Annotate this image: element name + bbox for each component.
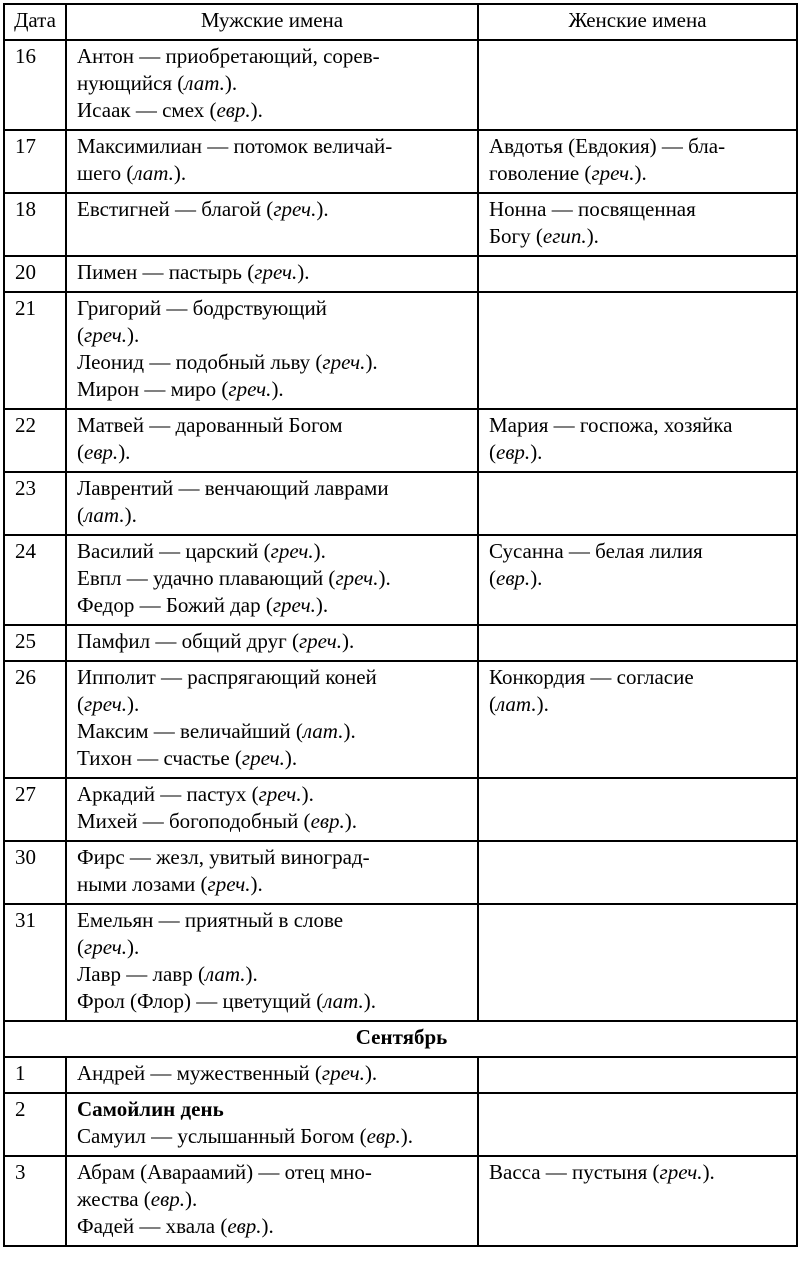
date-cell: 30	[4, 841, 66, 904]
female-names-cell	[478, 40, 797, 130]
female-names-cell	[478, 1093, 797, 1156]
table-row	[4, 40, 797, 130]
date-cell: 27	[4, 778, 66, 841]
date-cell: 18	[4, 193, 66, 256]
male-names-cell: Ипполит — распрягающий коней (греч.). Максим — величайший (лат.). Тихон — счастье (греч.).	[66, 661, 478, 778]
table-row	[4, 292, 797, 409]
column-header-female-names: Женские имена	[478, 4, 797, 40]
male-names-cell: Самойлин день Самуил — услышанный Богом (евр.).	[66, 1093, 478, 1156]
table-row	[4, 130, 797, 193]
male-names-cell: Памфил — общий друг (греч.).	[66, 625, 478, 661]
male-names-cell: Антон — приобретающий, сорев- нующийся (лат.). Исаак — смех (евр.).	[66, 40, 478, 130]
date-cell: 17	[4, 130, 66, 193]
table-row	[4, 409, 797, 472]
month-section-row	[4, 1021, 797, 1057]
date-cell: 24	[4, 535, 66, 625]
female-names-cell	[478, 625, 797, 661]
male-names-cell: Аркадий — пастух (греч.). Михей — богоподобный (евр.).	[66, 778, 478, 841]
female-names-cell: Сусанна — белая лилия (евр.).	[478, 535, 797, 625]
table-row	[4, 193, 797, 256]
name-day-table	[3, 3, 798, 1247]
female-names-cell	[478, 778, 797, 841]
table-row	[4, 661, 797, 778]
date-cell: 23	[4, 472, 66, 535]
female-names-cell: Нонна — посвященная Богу (егип.).	[478, 193, 797, 256]
male-names-cell: Матвей — дарованный Богом (евр.).	[66, 409, 478, 472]
table-row	[4, 1093, 797, 1156]
female-names-cell: Конкордия — согласие (лат.).	[478, 661, 797, 778]
month-header: Сентябрь	[4, 1021, 797, 1057]
table-row	[4, 625, 797, 661]
male-names-cell: Григорий — бодрствующий (греч.). Леонид — подобный льву (греч.). Мирон — миро (греч.).	[66, 292, 478, 409]
female-names-cell	[478, 292, 797, 409]
table-row	[4, 472, 797, 535]
female-names-cell: Мария — госпожа, хозяйка (евр.).	[478, 409, 797, 472]
date-cell: 21	[4, 292, 66, 409]
table-row	[4, 904, 797, 1021]
table-row	[4, 778, 797, 841]
date-cell: 16	[4, 40, 66, 130]
male-names-cell: Фирс — жезл, увитый виноград- ными лозами (греч.).	[66, 841, 478, 904]
table-row	[4, 841, 797, 904]
date-cell: 26	[4, 661, 66, 778]
table-row	[4, 1156, 797, 1246]
column-header-date: Дата	[4, 4, 66, 40]
table-row	[4, 256, 797, 292]
table-row	[4, 1057, 797, 1093]
date-cell: 2	[4, 1093, 66, 1156]
table-row	[4, 535, 797, 625]
female-names-cell	[478, 1057, 797, 1093]
male-names-cell: Абрам (Авараамий) — отец мно- жества (евр.). Фадей — хвала (евр.).	[66, 1156, 478, 1246]
male-names-cell: Лаврентий — венчающий лаврами (лат.).	[66, 472, 478, 535]
male-names-cell: Василий — царский (греч.). Евпл — удачно плавающий (греч.). Федор — Божий дар (греч.).	[66, 535, 478, 625]
date-cell: 3	[4, 1156, 66, 1246]
date-cell: 22	[4, 409, 66, 472]
male-names-cell: Евстигней — благой (греч.).	[66, 193, 478, 256]
female-names-cell	[478, 904, 797, 1021]
female-names-cell	[478, 472, 797, 535]
table-header-row	[4, 4, 797, 40]
male-names-cell: Андрей — мужественный (греч.).	[66, 1057, 478, 1093]
female-names-cell: Васса — пустыня (греч.).	[478, 1156, 797, 1246]
date-cell: 31	[4, 904, 66, 1021]
female-names-cell	[478, 256, 797, 292]
date-cell: 25	[4, 625, 66, 661]
date-cell: 20	[4, 256, 66, 292]
male-names-cell: Максимилиан — потомок величай- шего (лат.).	[66, 130, 478, 193]
male-names-cell: Пимен — пастырь (греч.).	[66, 256, 478, 292]
column-header-male-names: Мужские имена	[66, 4, 478, 40]
date-cell: 1	[4, 1057, 66, 1093]
table-body	[4, 40, 797, 1246]
male-names-cell: Емельян — приятный в слове (греч.). Лавр — лавр (лат.). Фрол (Флор) — цветущий (лат.).	[66, 904, 478, 1021]
female-names-cell: Авдотья (Евдокия) — бла- говоление (греч.).	[478, 130, 797, 193]
female-names-cell	[478, 841, 797, 904]
